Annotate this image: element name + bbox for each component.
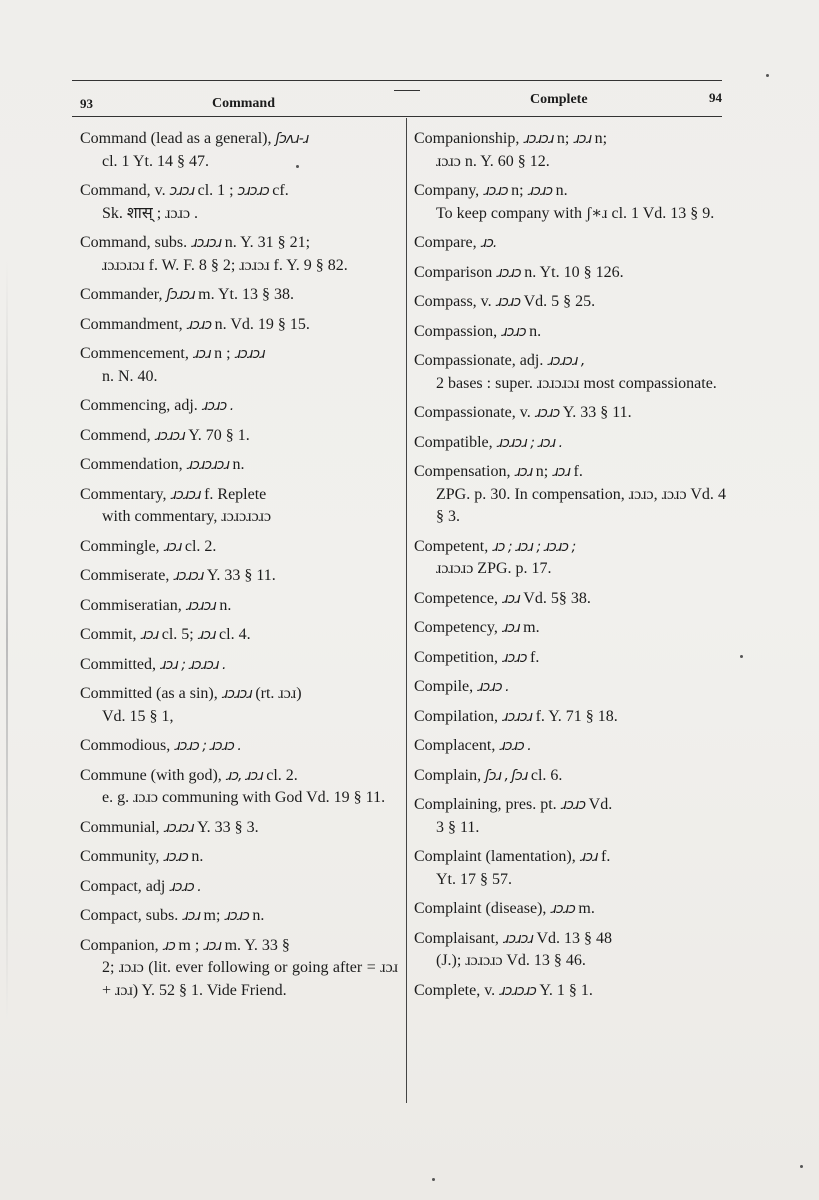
- dictionary-entry: [80, 180, 398, 225]
- entry-headword: Complaint (lamentation),: [414, 848, 580, 865]
- avestan-script-word: ɹɔɹɔɹɔ: [499, 982, 540, 999]
- entry-headword: Compatible,: [414, 433, 497, 451]
- dictionary-entry: [414, 262, 726, 285]
- dictionary-entry: [414, 232, 726, 255]
- entry-reference: m.: [523, 619, 540, 636]
- dictionary-entry: [414, 350, 726, 395]
- entry-headword: Commiserate,: [80, 567, 174, 584]
- dictionary-entry: [80, 935, 398, 1003]
- dictionary-entry: [80, 595, 398, 618]
- dictionary-entry: [414, 928, 726, 973]
- avestan-script-word: ɔɹɔɹɔ: [237, 183, 273, 199]
- entry-continuation: with commentary, ɹɔɹɔɹɔɹɔ: [102, 508, 272, 525]
- dictionary-entry: [80, 876, 398, 899]
- entry-continuation: Sk. शास् ; ɹɔɹɔ .: [102, 204, 199, 222]
- entry-headword: Community,: [80, 848, 164, 865]
- entry-reference: Y. 1 § 1.: [539, 981, 593, 999]
- dictionary-entry: [80, 343, 398, 388]
- dictionary-entry: [80, 232, 398, 277]
- entry-headword: Compare,: [414, 234, 481, 251]
- entry-continuation: ɹɔɹɔ n. Y. 60 § 12.: [436, 152, 550, 170]
- entry-reference: cl. 2.: [266, 766, 298, 784]
- entry-reference: n;: [535, 463, 553, 480]
- avestan-script-word: ɹɔ, ɹɔɹ: [225, 767, 267, 784]
- entry-continuation: ɹɔɹɔɹɔɹ f. W. F. 8 § 2; ɹɔɹɔɹ f. Y. 9 § 82.: [102, 256, 348, 274]
- entry-headword: Compassion,: [414, 322, 502, 340]
- entry-reference: m.: [578, 900, 595, 917]
- avestan-script-word: ɹɔɹɔɹ ; ɹɔɹ .: [496, 434, 563, 451]
- entry-headword: Communial,: [80, 818, 164, 836]
- dictionary-entry: [414, 647, 726, 670]
- entry-reference: Y. 33 § 3.: [197, 818, 259, 836]
- dictionary-entry: [80, 454, 398, 477]
- entry-reference: n.: [555, 182, 568, 199]
- entry-headword: Complaint (disease),: [414, 900, 551, 917]
- avestan-script-word: ɹɔɹɔɹ: [154, 427, 189, 444]
- entry-headword: Complete, v.: [414, 981, 500, 999]
- dictionary-entry: [414, 402, 726, 425]
- entry-headword: Commandment,: [80, 315, 187, 333]
- entry-headword: Compensation,: [414, 463, 515, 480]
- avestan-script-word: ɹɔɹ: [182, 908, 204, 924]
- avestan-script-word: ɹɔɹ: [140, 627, 162, 643]
- entry-headword: Company,: [414, 182, 484, 199]
- avestan-script-word: ɹɔ: [162, 937, 179, 954]
- entry-headword: Compass, v.: [414, 293, 496, 310]
- entry-headword: Compact, subs.: [80, 907, 183, 924]
- avestan-script-word: ɹɔɹɔ: [534, 405, 563, 421]
- page-number-left: 93: [80, 96, 93, 111]
- entry-reference: f.: [529, 648, 540, 666]
- entry-headword: Competency,: [414, 619, 502, 636]
- avestan-script-word: ɹɔɹ ; ɹɔɹɔɹ .: [160, 656, 226, 673]
- entry-headword: Compile,: [414, 678, 478, 695]
- avestan-script-word: ɹɔɹ: [514, 464, 536, 480]
- entry-reference: cl. 5;: [161, 626, 198, 643]
- avestan-script-word: ɹɔɹ: [501, 590, 524, 607]
- dictionary-entry: [80, 395, 398, 418]
- avestan-script-word: ɹɔɹɔɹ: [185, 597, 220, 614]
- avestan-script-word: ɹɔ.: [480, 235, 497, 251]
- left-column: [80, 128, 398, 1009]
- dictionary-entry: [414, 898, 726, 921]
- dictionary-entry: [414, 291, 726, 314]
- avestan-script-word: ɹɔɹ: [203, 937, 225, 954]
- right-column: [414, 128, 726, 1009]
- entry-reference: m. Y. 33 §: [224, 936, 290, 954]
- entry-continuation: n. N. 40.: [102, 367, 158, 385]
- entry-headword: Command, subs.: [80, 234, 192, 251]
- dictionary-entry: [414, 706, 726, 729]
- dictionary-entry: [80, 765, 398, 810]
- entry-headword: Command (lead as a general),: [80, 130, 276, 147]
- entry-headword: Competition,: [414, 648, 502, 666]
- avestan-script-word: ɹɔɹɔ: [501, 323, 530, 340]
- entry-reference: cl. 6.: [530, 766, 563, 784]
- dictionary-entry: [414, 461, 726, 529]
- dictionary-entry: [414, 432, 726, 455]
- entry-headword: Competent,: [414, 537, 493, 555]
- entry-headword: Compassionate, v.: [414, 404, 535, 421]
- avestan-script-word: ɹɔɹ: [573, 131, 595, 147]
- entry-reference: f. Replete: [204, 485, 267, 503]
- entry-headword: Command, v.: [80, 182, 170, 199]
- entry-headword: Commander,: [80, 286, 167, 303]
- avestan-script-word: ʃɔʌɹ-ɹ: [275, 131, 309, 147]
- entry-reference: n.: [232, 456, 245, 473]
- entry-headword: Companion,: [80, 936, 163, 954]
- avestan-script-word: ɹɔɹɔɹ: [170, 486, 205, 503]
- entry-headword: Committed,: [80, 655, 160, 673]
- avestan-script-word: ɹɔɹɔ: [495, 294, 524, 310]
- entry-continuation: (J.); ɹɔɹɔɹɔ Vd. 13 § 46.: [436, 952, 586, 969]
- entry-reference: Y. 33 § 11.: [206, 567, 276, 584]
- entry-continuation: cl. 1 Yt. 14 § 47.: [102, 152, 209, 170]
- entry-headword: Complaisant,: [414, 929, 503, 947]
- dictionary-entry: [80, 128, 398, 173]
- entry-continuation: Vd. 15 § 1,: [102, 707, 174, 725]
- entry-headword: Commiseratian,: [80, 596, 186, 614]
- entry-reference: Y. 33 § 11.: [562, 404, 632, 421]
- dictionary-entry: [414, 588, 726, 611]
- dictionary-entry: [80, 484, 398, 529]
- avestan-script-word: ɹɔɹ: [192, 346, 215, 362]
- entry-continuation: 3 § 11.: [436, 818, 480, 836]
- guide-word-left: Command: [212, 96, 276, 111]
- avestan-script-word: ɹɔɹɔ .: [477, 679, 509, 695]
- entry-reference: n. Yt. 10 § 126.: [524, 263, 624, 281]
- entry-reference: m;: [203, 907, 225, 924]
- page-edge-shadow: [6, 260, 8, 1020]
- avestan-script-word: ɹɔɹɔɹ ,: [547, 353, 585, 369]
- dictionary-entry: [414, 321, 726, 344]
- entry-reference: Vd. 5 § 25.: [523, 293, 596, 310]
- entry-headword: Complacent,: [414, 737, 500, 754]
- avestan-script-word: ɹɔ ; ɹɔɹ ; ɹɔɹɔ ;: [492, 538, 576, 555]
- avestan-script-word: ɹɔɹɔɹ: [234, 346, 265, 362]
- avestan-script-word: ʃɔɹ , ʃɔɹ: [485, 767, 531, 784]
- header-rule: [72, 116, 722, 117]
- dictionary-entry: [80, 314, 398, 337]
- dictionary-entry: [414, 980, 726, 1003]
- avestan-script-word: ɹɔɹɔ .: [201, 398, 234, 414]
- entry-reference: cf.: [272, 182, 289, 199]
- dictionary-entry: [414, 128, 726, 173]
- dictionary-entry: [414, 735, 726, 758]
- avestan-script-word: ɹɔɹɔ: [163, 849, 192, 865]
- entry-reference: m ;: [178, 936, 204, 954]
- avestan-script-word: ɹɔɹ: [579, 849, 602, 865]
- entry-reference: Vd.: [588, 796, 613, 813]
- dictionary-entry: [80, 654, 398, 677]
- dictionary-entry: [80, 624, 398, 647]
- avestan-script-word: ɹɔɹɔ .: [499, 738, 531, 754]
- dictionary-entry: [80, 817, 398, 840]
- speck: [766, 74, 769, 77]
- avestan-script-word: ɹɔɹɔɹ: [523, 131, 557, 147]
- dictionary-entry: [80, 536, 398, 559]
- entry-headword: Commit,: [80, 626, 141, 643]
- dictionary-entry: [414, 676, 726, 699]
- speck: [740, 655, 743, 658]
- entry-headword: Commingle,: [80, 537, 164, 555]
- entry-reference: n;: [511, 182, 528, 199]
- avestan-script-word: ɔɹɔɹ: [169, 183, 198, 199]
- entry-reference: Vd. 13 § 48: [536, 929, 613, 947]
- entry-reference: n.: [191, 848, 204, 865]
- dictionary-entry: [80, 905, 398, 928]
- avestan-script-word: ɹɔɹɔ: [186, 316, 215, 333]
- dictionary-entry: [80, 284, 398, 307]
- entry-reference: m. Yt. 13 § 38.: [198, 286, 294, 303]
- dictionary-entry: [80, 565, 398, 588]
- entry-headword: Commencement,: [80, 345, 193, 362]
- entry-continuation: ZPG. p. 30. In compensation, ɹɔɹɔ, ɹɔɹɔ Vd. 4 § 3.: [436, 485, 726, 525]
- avestan-script-word: ɹɔɹɔ: [560, 797, 589, 813]
- avestan-script-word: ɹɔɹɔ: [527, 183, 556, 199]
- guide-word-right: Complete: [530, 92, 588, 107]
- entry-reference: n;: [556, 130, 574, 147]
- header-dash: [394, 90, 420, 91]
- dictionary-entry: [80, 846, 398, 869]
- entry-reference: Y. 70 § 1.: [188, 426, 250, 444]
- entry-reference: n.: [219, 596, 232, 614]
- avestan-script-word: ʃɔɹɔɹ: [166, 287, 199, 303]
- avestan-script-word: ɹɔɹɔɹ: [191, 235, 225, 251]
- avestan-script-word: ɹɔɹɔɹ: [502, 930, 537, 947]
- entry-reference: n. Vd. 19 § 15.: [214, 315, 310, 333]
- entry-headword: Complaining, pres. pt.: [414, 796, 561, 813]
- avestan-script-word: ɹɔɹɔɹ: [173, 568, 207, 584]
- entry-headword: Commodious,: [80, 737, 175, 754]
- entry-headword: Commencing, adj.: [80, 397, 202, 414]
- dictionary-entry: [80, 735, 398, 758]
- page-number-right: 94: [709, 90, 722, 105]
- entry-continuation: 2 bases : super. ɹɔɹɔɹɔɹ most compassionate.: [436, 374, 717, 392]
- entry-reference: Vd. 5§ 38.: [523, 589, 591, 607]
- avestan-script-word: ɹɔɹ: [552, 464, 574, 480]
- entry-reference: f. Y. 71 § 18.: [535, 707, 618, 725]
- entry-headword: Complain,: [414, 766, 486, 784]
- avestan-script-word: ɹɔɹɔɹɔɹ: [186, 457, 233, 473]
- dictionary-entry: [80, 425, 398, 448]
- dictionary-entry: [414, 180, 726, 225]
- entry-headword: Committed (as a sin),: [80, 685, 222, 702]
- avestan-script-word: ɹɔɹ: [501, 620, 524, 636]
- entry-headword: Commune (with god),: [80, 766, 226, 784]
- avestan-script-word: ɹɔɹɔ: [502, 649, 530, 666]
- avestan-script-word: ɹɔɹɔ ; ɹɔɹɔ .: [174, 738, 241, 754]
- entry-continuation: e. g. ɹɔɹɔ communing with God Vd. 19 § 11.: [102, 789, 386, 806]
- speck: [800, 1165, 803, 1168]
- avestan-script-word: ɹɔɹɔɹ: [502, 708, 536, 725]
- dictionary-entry: [414, 794, 726, 839]
- entry-continuation: To keep company with ʃ∗ɹ cl. 1 Vd. 13 § 9.: [436, 204, 715, 222]
- entry-reference: cl. 1 ;: [197, 182, 238, 199]
- entry-reference: cl. 4.: [219, 626, 251, 643]
- entry-headword: Compassionate, adj.: [414, 352, 548, 369]
- entry-headword: Commendation,: [80, 456, 187, 473]
- column-separator: [406, 118, 407, 1103]
- entry-headword: Competence,: [414, 589, 502, 607]
- speck: [296, 165, 299, 168]
- entry-reference: cl. 2.: [184, 537, 217, 555]
- dictionary-entry: [414, 536, 726, 581]
- entry-reference: f.: [573, 463, 583, 480]
- entry-reference: n ;: [214, 345, 235, 362]
- dictionary-entry: [414, 846, 726, 891]
- entry-headword: Commentary,: [80, 485, 171, 503]
- entry-reference: n.: [529, 322, 542, 340]
- top-rule: [72, 80, 722, 81]
- entry-continuation: 2; ɹɔɹɔ (lit. ever following or going after = ɹɔɹ + ɹɔɹ) Y. 52 § 1. Vide Friend.: [102, 959, 398, 999]
- entry-reference: f.: [601, 848, 611, 865]
- speck: [432, 1178, 435, 1181]
- avestan-script-word: ɹɔɹɔ: [496, 264, 525, 281]
- avestan-script-word: ɹɔɹ: [163, 538, 185, 555]
- avestan-script-word: ɹɔɹɔ: [483, 183, 512, 199]
- entry-reference: n;: [594, 130, 608, 147]
- dictionary-entry: [414, 617, 726, 640]
- entry-reference: n.: [252, 907, 265, 924]
- entry-continuation: ɹɔɹɔɹɔ ZPG. p. 17.: [436, 560, 552, 577]
- avestan-script-word: ɹɔɹɔɹ: [221, 686, 256, 702]
- entry-reference: (rt. ɹɔɹ): [255, 685, 302, 702]
- avestan-script-word: ɹɔɹɔɹ: [163, 819, 198, 836]
- entry-headword: Commend,: [80, 426, 155, 444]
- entry-headword: Comparison: [414, 263, 497, 281]
- entry-continuation: Yt. 17 § 57.: [436, 870, 512, 888]
- dictionary-entry: [80, 683, 398, 728]
- entry-headword: Compilation,: [414, 707, 502, 725]
- avestan-script-word: ɹɔɹ: [197, 627, 220, 643]
- entry-headword: Compact, adj: [80, 877, 170, 895]
- avestan-script-word: ɹɔɹɔ: [550, 901, 579, 917]
- avestan-script-word: ɹɔɹɔ: [224, 908, 253, 924]
- avestan-script-word: ɹɔɹɔ .: [169, 878, 201, 895]
- entry-headword: Companionship,: [414, 130, 524, 147]
- dictionary-entry: [414, 765, 726, 788]
- entry-reference: n. Y. 31 § 21;: [224, 234, 311, 251]
